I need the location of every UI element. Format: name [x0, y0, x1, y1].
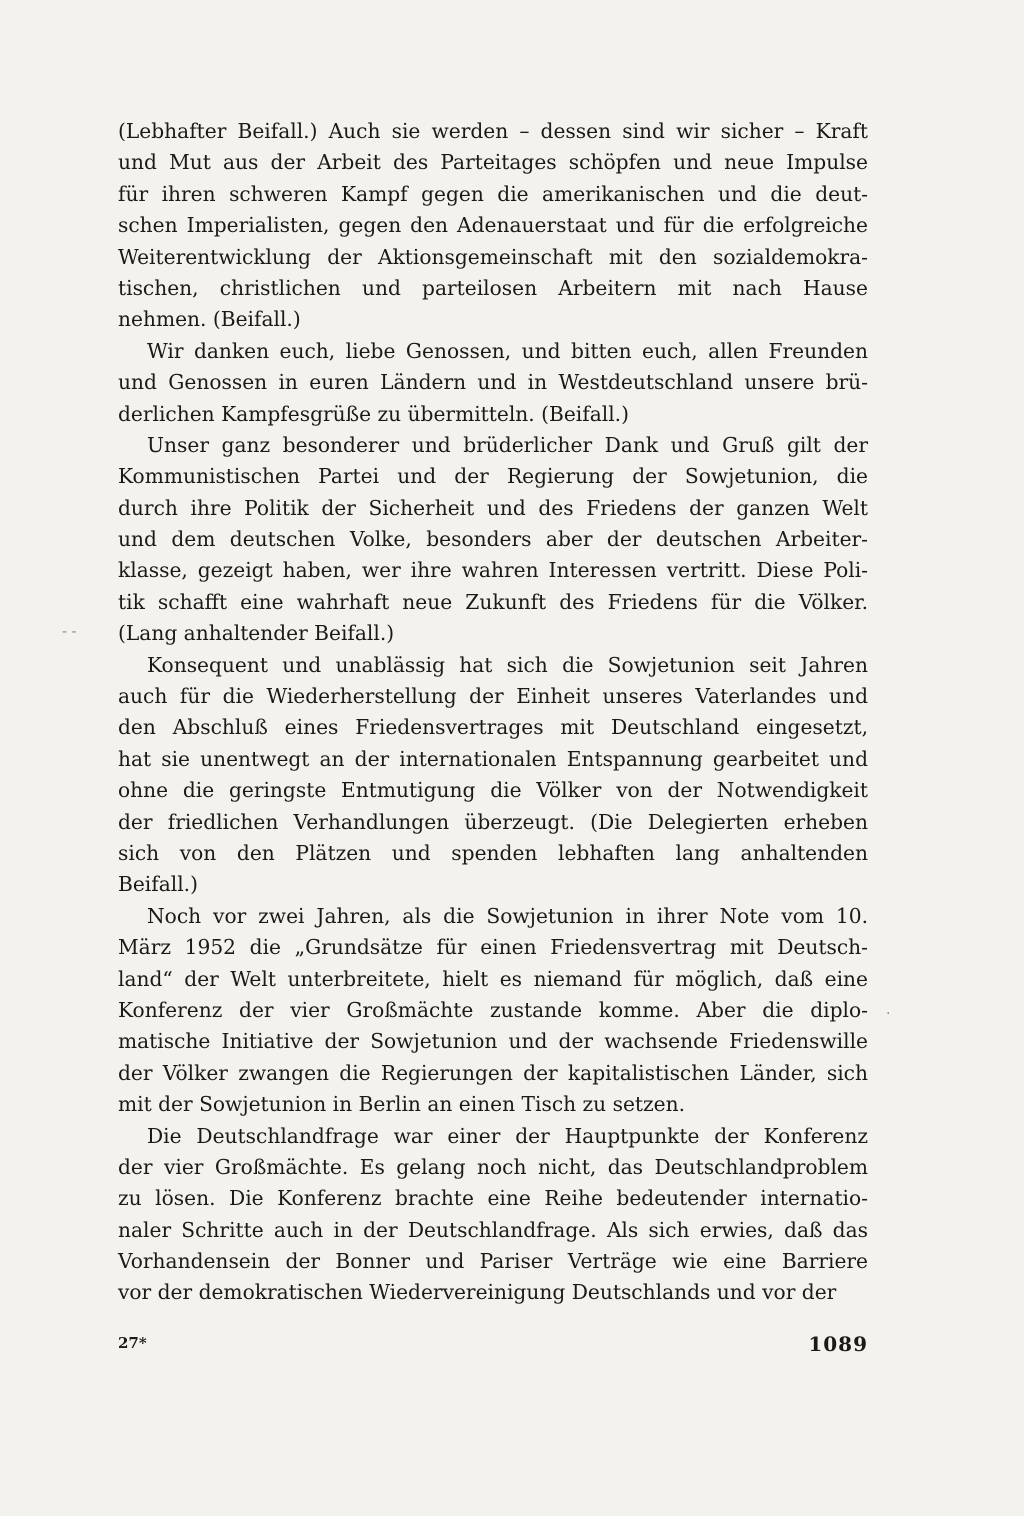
- text-line: klasse, gezeigt haben, wer ihre wahren Interessen vertritt. Diese Poli-: [118, 558, 868, 583]
- text-line: (Lebhafter Beifall.) Auch sie werden – dessen sind wir sicher – Kraft: [118, 119, 868, 143]
- body-text: [118, 116, 868, 1309]
- text-line: Konsequent und unablässig hat sich die Sowjetunion seit Jahren: [147, 652, 868, 677]
- margin-dot: ·: [886, 1006, 891, 1022]
- text-line: Vorhandensein der Bonner und Pariser Verträge wie eine Barriere: [118, 1249, 868, 1274]
- page-number: 1089: [808, 1332, 868, 1356]
- text-line: nehmen. (Beifall.): [118, 307, 301, 332]
- text-line: ohne die geringste Entmutigung die Völker von der Notwendigkeit: [118, 778, 868, 803]
- text-line: der Völker zwangen die Regierungen der kapitalistischen Länder, sich: [118, 1060, 868, 1085]
- text-line: der friedlichen Verhandlungen überzeugt. (Die Delegierten erheben: [118, 809, 868, 834]
- text-line: sich von den Plätzen und spenden lebhaften lang anhaltenden: [118, 840, 868, 865]
- text-line: auch für die Wiederherstellung der Einheit unseres Vaterlandes und: [118, 684, 868, 709]
- signature-mark: 27*: [118, 1334, 147, 1352]
- paragraph: [118, 116, 868, 336]
- paragraph: [118, 1121, 868, 1309]
- text-line: schen Imperialisten, gegen den Adenauerstaat und für die erfolgreiche: [118, 213, 868, 238]
- paragraph: [118, 650, 868, 901]
- text-line: vor der demokratischen Wiedervereinigung Deutschlands und vor der: [118, 1280, 837, 1305]
- text-line: und dem deutschen Volke, besonders aber der deutschen Arbeiter-: [118, 527, 868, 552]
- text-line: zu lösen. Die Konferenz brachte eine Reihe bedeutender internatio-: [118, 1186, 868, 1211]
- text-line: Wir danken euch, liebe Genossen, und bitten euch, allen Freunden: [147, 338, 868, 363]
- text-line: und Genossen in euren Ländern und in Westdeutschland unsere brü-: [118, 370, 868, 395]
- text-line: naler Schritte auch in der Deutschlandfrage. Als sich erwies, daß das: [118, 1217, 868, 1242]
- text-line: derlichen Kampfesgrüße zu übermitteln. (Beifall.): [118, 401, 629, 426]
- paragraph: [118, 901, 868, 1121]
- text-line: März 1952 die „Grundsätze für einen Friedensvertrag mit Deutsch-: [118, 935, 868, 960]
- text-line: Kommunistischen Partei und der Regierung der Sowjetunion, die: [118, 464, 868, 489]
- text-line: tischen, christlichen und parteilosen Arbeitern mit nach Hause: [118, 275, 868, 300]
- text-line: Beifall.): [118, 872, 198, 897]
- text-line: Noch vor zwei Jahren, als die Sowjetunion in ihrer Note vom 10.: [147, 903, 868, 928]
- text-line: und Mut aus der Arbeit des Parteitages schöpfen und neue Impulse: [118, 150, 868, 175]
- text-line: den Abschluß eines Friedensvertrages mit Deutschland eingesetzt,: [118, 715, 868, 740]
- text-line: hat sie unentwegt an der internationalen Entspannung gearbeitet und: [118, 746, 868, 771]
- text-line: Die Deutschlandfrage war einer der Hauptpunkte der Konferenz: [147, 1123, 868, 1148]
- text-line: für ihren schweren Kampf gegen die amerikanischen und die deut-: [118, 181, 868, 206]
- text-line: (Lang anhaltender Beifall.): [118, 621, 395, 646]
- text-line: Konferenz der vier Großmächte zustande komme. Aber die diplo-: [118, 997, 868, 1022]
- text-line: Weiterentwicklung der Aktionsgemeinschaft mit den sozialdemokra-: [118, 244, 868, 269]
- margin-mark: ‐ ‐: [62, 624, 77, 640]
- text-line: durch ihre Politik der Sicherheit und des Friedens der ganzen Welt: [118, 495, 868, 520]
- paragraph: [118, 336, 868, 430]
- text-line: mit der Sowjetunion in Berlin an einen Tisch zu setzen.: [118, 1092, 686, 1117]
- text-line: land“ der Welt unterbreitete, hielt es niemand für möglich, daß eine: [118, 966, 868, 991]
- text-line: tik schafft eine wahrhaft neue Zukunft des Friedens für die Völker.: [118, 589, 868, 614]
- paragraph: [118, 430, 868, 650]
- text-line: Unser ganz besonderer und brüderlicher Dank und Gruß gilt der: [147, 432, 868, 457]
- text-line: der vier Großmächte. Es gelang noch nicht, das Deutschlandproblem: [118, 1154, 868, 1179]
- text-line: matische Initiative der Sowjetunion und der wachsende Friedenswille: [118, 1029, 868, 1054]
